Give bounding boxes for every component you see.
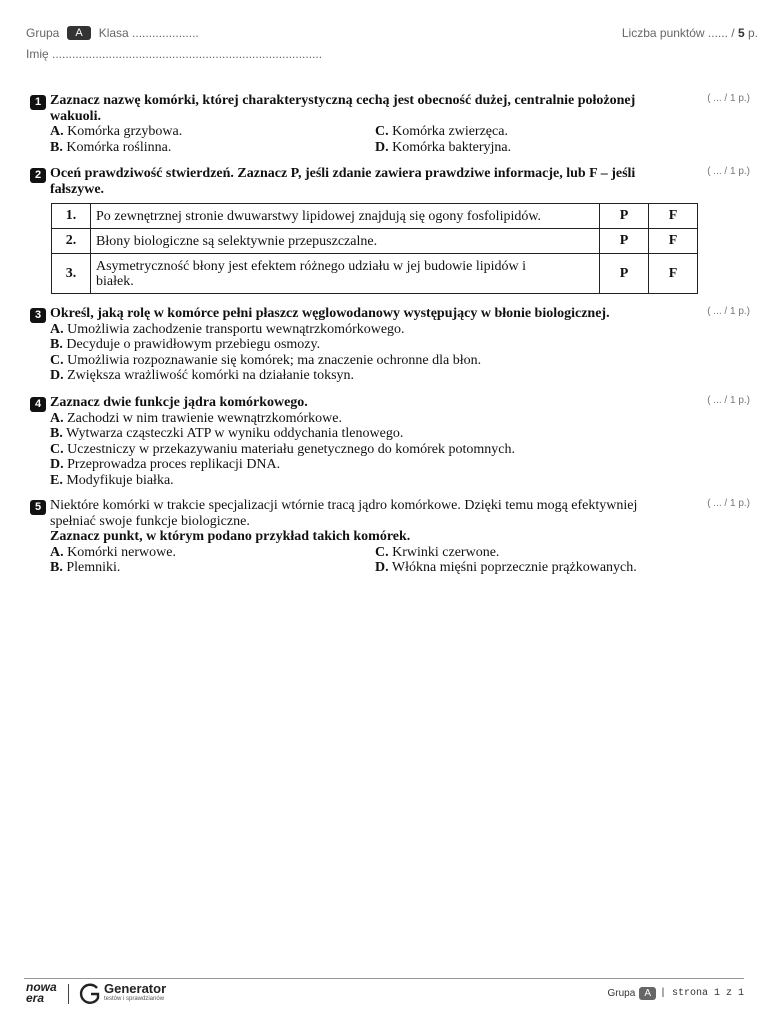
footer-grupa-label: Grupa <box>607 988 636 999</box>
points-label: Liczba punktów ...... / <box>621 26 735 40</box>
option-b[interactable]: B. Decyduje o prawidłowym przebiegu osmozy. <box>50 337 321 352</box>
true-cell[interactable]: P <box>600 229 649 254</box>
question-points: ( ... / 1 p.) <box>707 93 750 104</box>
question-prompt: Określ, jaką rolę w komórce pełni płaszcz węglowodanowy występujący w błonie biologicznej. <box>50 306 610 321</box>
points-summary <box>622 26 758 40</box>
points-max: 5 <box>737 26 745 40</box>
option-a[interactable]: A. Komórka grzybowa. <box>50 124 183 139</box>
false-cell[interactable]: F <box>649 229 698 254</box>
question-number: 2 <box>30 168 46 183</box>
question-points: ( ... / 1 p.) <box>707 395 750 406</box>
header-row <box>26 25 758 41</box>
false-cell[interactable]: F <box>649 204 698 229</box>
question-points: ( ... / 1 p.) <box>707 306 750 317</box>
question-prompt: Zaznacz dwie funkcje jądra komórkowego. <box>50 395 308 410</box>
row-statement: Błony biologiczne są selektywnie przepuszczalne. <box>91 229 600 254</box>
option-b[interactable]: B. Wytwarza cząsteczki ATP w wyniku oddychania tlenowego. <box>50 426 404 441</box>
answer-options <box>50 124 660 155</box>
question-prompt: Zaznacz nazwę komórki, której charakterystyczną cechą jest obecność dużej, centralnie położonej wakuoli. <box>50 93 636 124</box>
option-a[interactable]: A. Komórki nerwowe. <box>50 544 176 560</box>
imie-field: Imię ................................................................................. <box>26 47 323 61</box>
footer-grupa-badge: A <box>639 987 656 1000</box>
question-number: 5 <box>30 500 46 515</box>
footer-page-info <box>608 987 744 1000</box>
generator-subtitle: testów i sprawdzianów <box>104 996 165 1002</box>
nowa-era-logo: nowa era <box>26 980 57 1005</box>
option-c[interactable]: C. Umożliwia rozpoznawanie się komórek; ma znaczenie ochronne dla błon. <box>50 352 482 368</box>
option-c[interactable]: C. Komórka zwierzęca. <box>375 124 508 139</box>
option-b[interactable]: B. Plemniki. <box>50 560 121 575</box>
row-number: 1. <box>52 204 91 229</box>
row-number: 2. <box>52 229 91 254</box>
option-d[interactable]: D. Zwiększa wrażliwość komórki na działanie toksyn. <box>50 368 355 383</box>
row-number: 3. <box>52 254 91 294</box>
table-row <box>52 204 698 229</box>
generator-logo <box>104 982 166 1003</box>
logo-divider <box>68 984 69 1004</box>
question-prompt: Oceń prawdziwość stwierdzeń. Zaznacz P, jeśli zdanie zawiera prawdziwe informacje, lub F – jeśli fałszywe. <box>50 166 636 197</box>
question-intro: Niektóre komórki w trakcie specjalizacji wtórnie tracą jądro komórkowe. Dzięki temu mogą efektywniej spełniać swoje funkcje biologiczne. <box>50 498 638 529</box>
option-d[interactable]: D. Włókna mięśni poprzecznie prążkowanych. <box>375 560 637 575</box>
table-row <box>52 229 698 254</box>
grupa-badge: A <box>67 26 90 40</box>
row-statement: Po zewnętrznej stronie dwuwarstwy lipidowej znajdują się ogony fosfolipidów. <box>91 204 600 229</box>
true-cell[interactable]: P <box>600 254 649 294</box>
option-d[interactable]: D. Przeprowadza proces replikacji DNA. <box>50 457 281 472</box>
option-c[interactable]: C. Krwinki czerwone. <box>375 544 500 560</box>
question-number: 4 <box>30 397 46 412</box>
option-a[interactable]: A. Zachodzi w nim trawienie wewnątrzkomórkowe. <box>50 410 342 426</box>
false-cell[interactable]: F <box>649 254 698 294</box>
answer-options <box>50 545 660 576</box>
option-e[interactable]: E. Modyfikuje białka. <box>50 472 174 488</box>
row-statement: Asymetryczność błony jest efektem różnego udziału w jej budowie lipidów i białek. <box>91 254 600 294</box>
true-false-table <box>51 203 698 294</box>
option-d[interactable]: D. Komórka bakteryjna. <box>375 139 512 155</box>
generator-g-icon <box>77 982 103 1006</box>
question-number: 3 <box>30 308 46 323</box>
question-prompt: Zaznacz punkt, w którym podano przykład takich komórek. <box>50 529 411 544</box>
question-points: ( ... / 1 p.) <box>707 166 750 177</box>
footer-divider <box>24 978 744 979</box>
table-row <box>52 254 698 294</box>
question-points: ( ... / 1 p.) <box>707 498 750 509</box>
option-c[interactable]: C. Uczestniczy w przekazywaniu materiału genetycznego do komórek potomnych. <box>50 441 515 457</box>
option-a[interactable]: A. Umożliwia zachodzenie transportu wewnątrzkomórkowego. <box>50 321 405 337</box>
points-unit: p. <box>747 26 758 40</box>
grupa-label: Grupa <box>26 26 60 40</box>
option-b[interactable]: B. Komórka roślinna. <box>50 139 172 155</box>
generator-title: Generator <box>104 981 167 996</box>
page-indicator: | strona 1 z 1 <box>659 988 744 999</box>
true-cell[interactable]: P <box>600 204 649 229</box>
klasa-field: Klasa .................... <box>98 26 199 40</box>
question-number: 1 <box>30 95 46 110</box>
